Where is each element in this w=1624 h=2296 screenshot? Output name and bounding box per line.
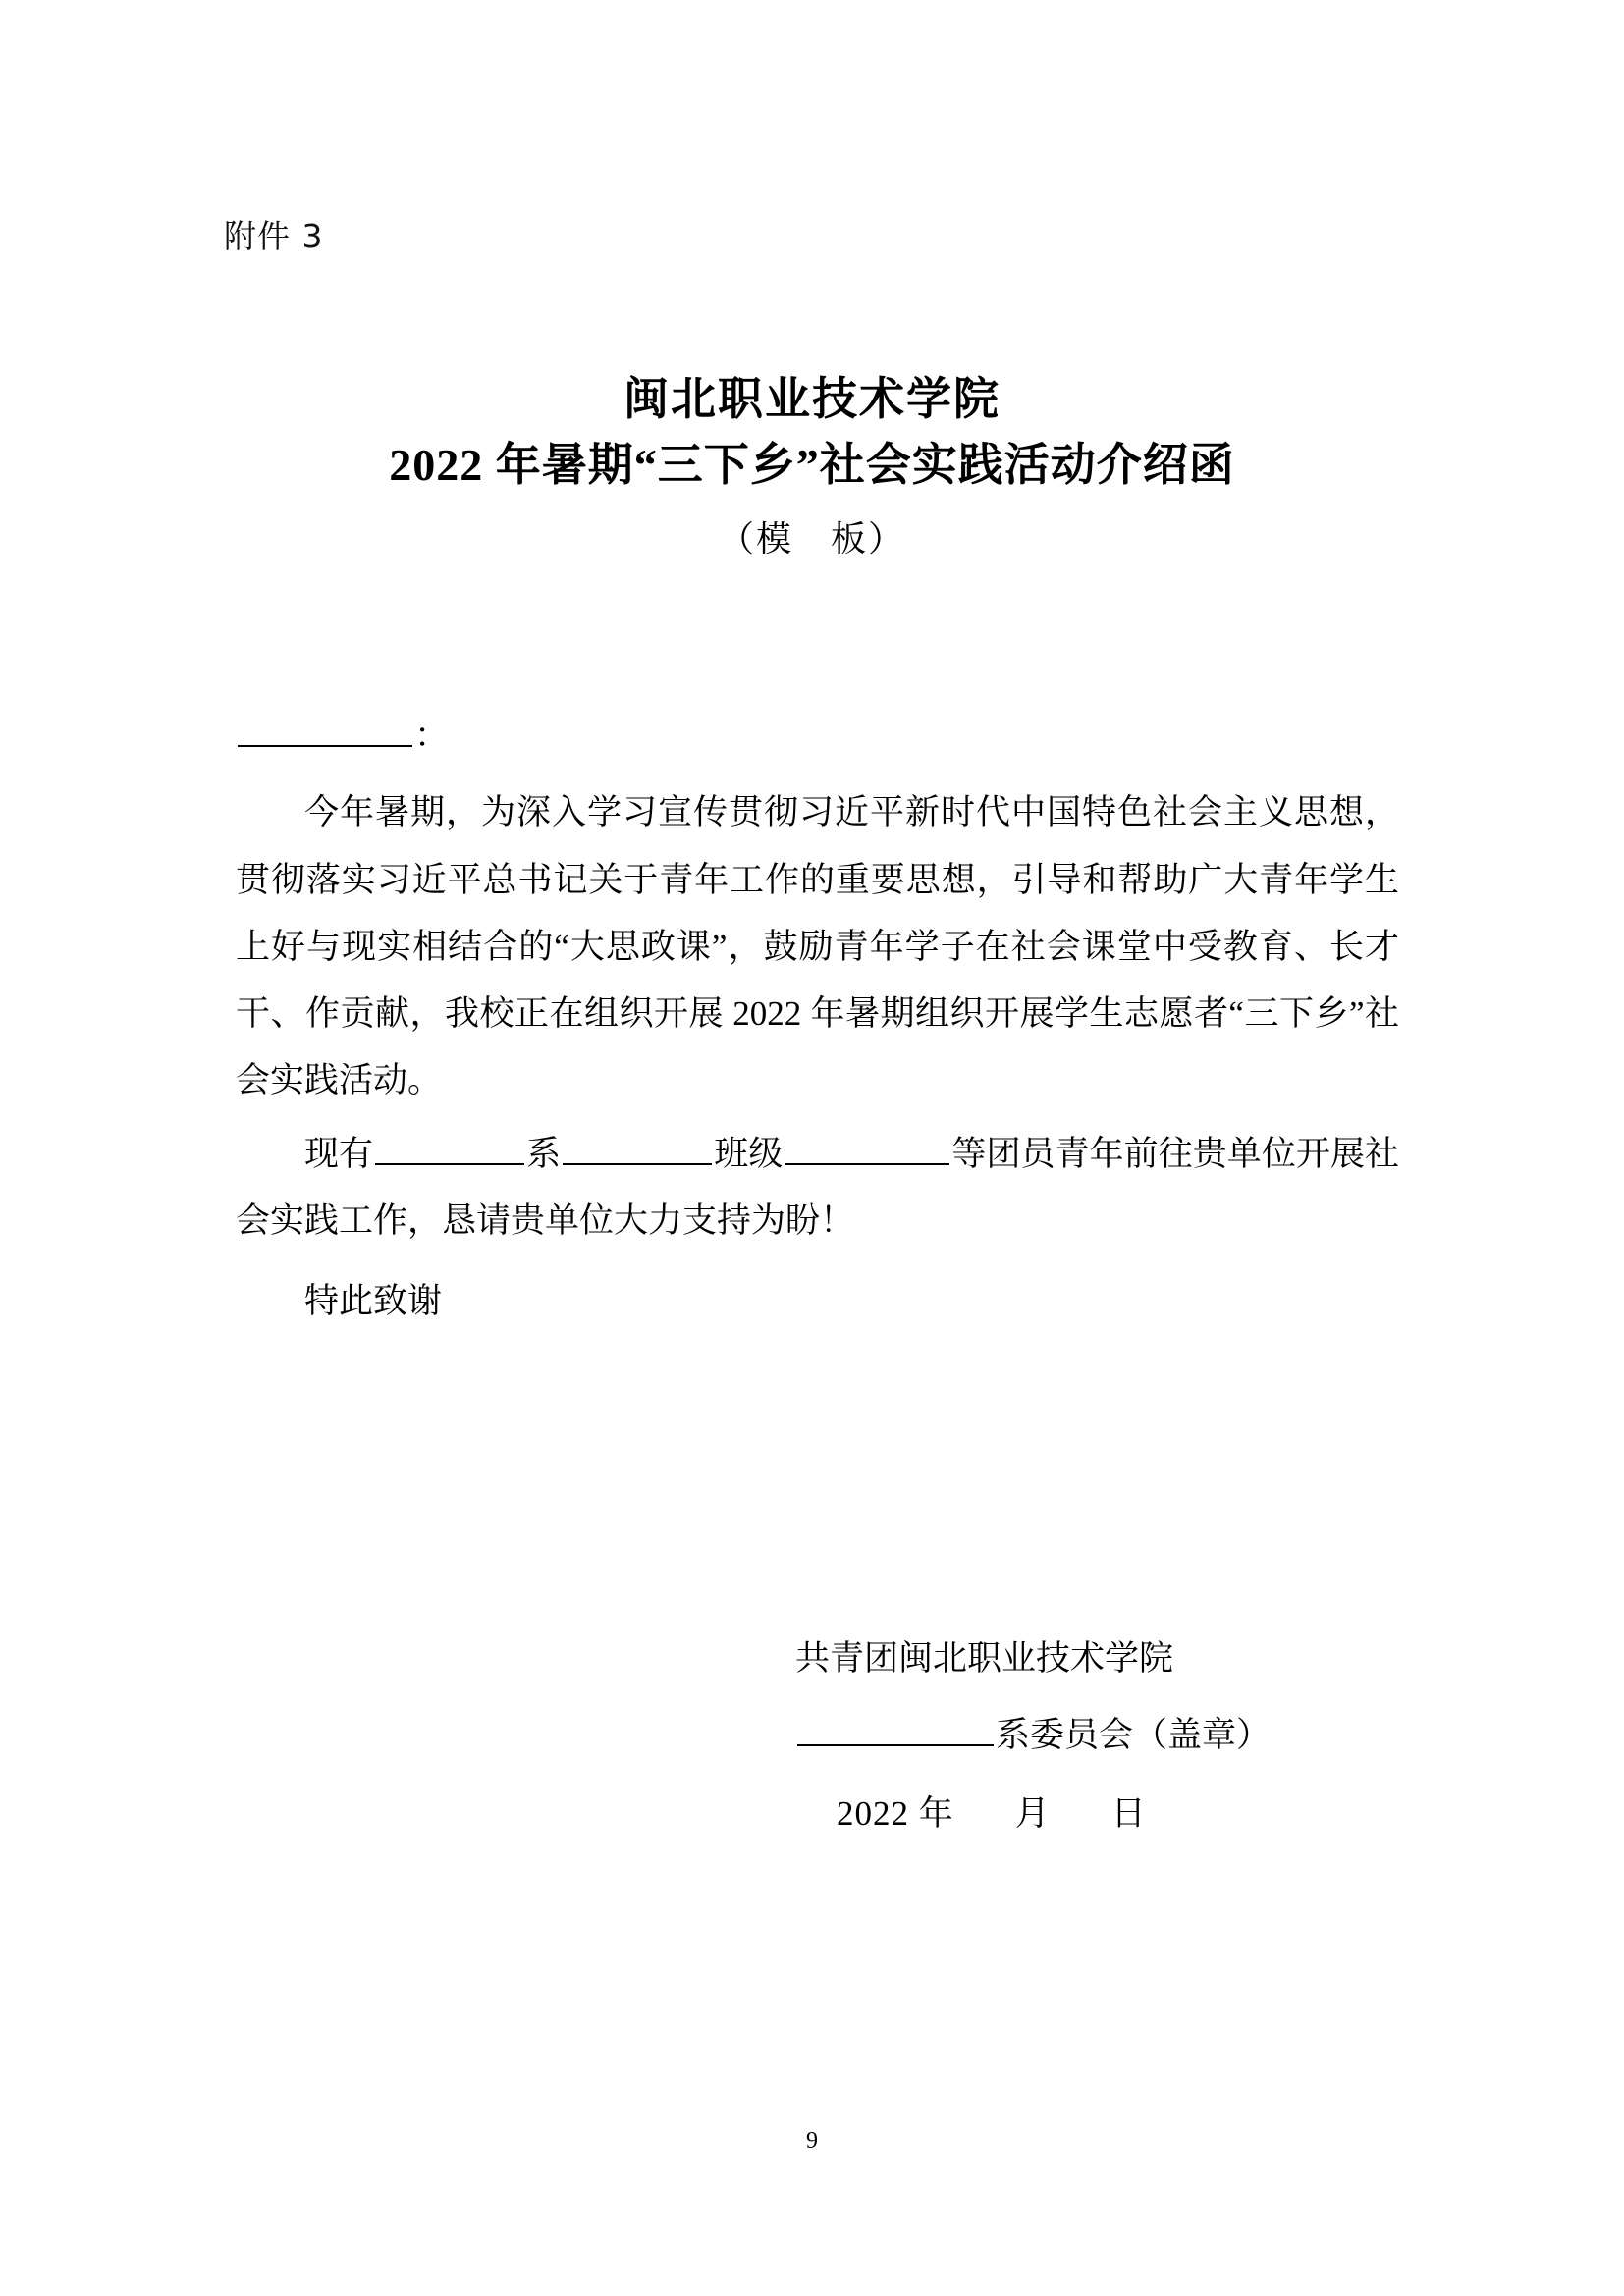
body-paragraph-1: 今年暑期，为深入学习宣传贯彻习近平新时代中国特色社会主义思想，贯彻落实习近平总书记关于青年工作的重要思想，引导和帮助广大青年学生上好与现实相结合的“大思政课”，鼓励青年学子在社会课堂中受教育、长才干、作贡献，我校正在组织开展 2022 年暑期组织开展学生志愿者“三下乡”社会实践活动。: [236, 793, 1399, 1100]
title-block: [0, 371, 1624, 561]
count-blank-field[interactable]: [785, 1123, 949, 1164]
salutation-colon: ：: [414, 717, 450, 755]
document-body: [236, 703, 1399, 1335]
signature-department-text: 系委员会（盖章）: [996, 1716, 1272, 1754]
signature-block: [795, 1625, 1483, 1848]
date-day: 日: [1110, 1794, 1147, 1833]
page-number: 9: [806, 2128, 818, 2154]
signature-organization: 共青团闽北职业技术学院: [795, 1639, 1174, 1678]
document-title-line-1: 闽北职业技术学院: [623, 374, 1001, 424]
paragraph-2-text-a: 现有: [304, 1134, 374, 1173]
signature-department-line: [795, 1701, 1483, 1770]
date-year: 2022 年: [837, 1794, 954, 1833]
class-blank-field[interactable]: [563, 1123, 712, 1164]
document-title-line-2: 2022 年暑期“三下乡”社会实践活动介绍函: [389, 439, 1235, 490]
salutation-line: [236, 703, 1399, 770]
department-blank-field[interactable]: [375, 1123, 524, 1164]
attachment-label: 附件 3: [224, 217, 324, 255]
thanks-line: 特此致谢: [304, 1282, 443, 1320]
date-month: 月: [1014, 1794, 1051, 1833]
paragraph-2-text-d: 等团员青年前往贵单位开展社会实践工作，恳请贵单位大力支持为盼！: [236, 1134, 1399, 1240]
signature-department-blank-field[interactable]: [797, 1705, 994, 1746]
salutation-blank-field[interactable]: [238, 706, 412, 747]
document-subtitle: （模 板）: [718, 519, 905, 560]
paragraph-2-text-c: 班级: [714, 1134, 784, 1173]
signature-date: [795, 1780, 1483, 1848]
body-paragraph-2: [236, 1121, 1399, 1255]
paragraph-2-text-b: 系: [526, 1134, 562, 1173]
